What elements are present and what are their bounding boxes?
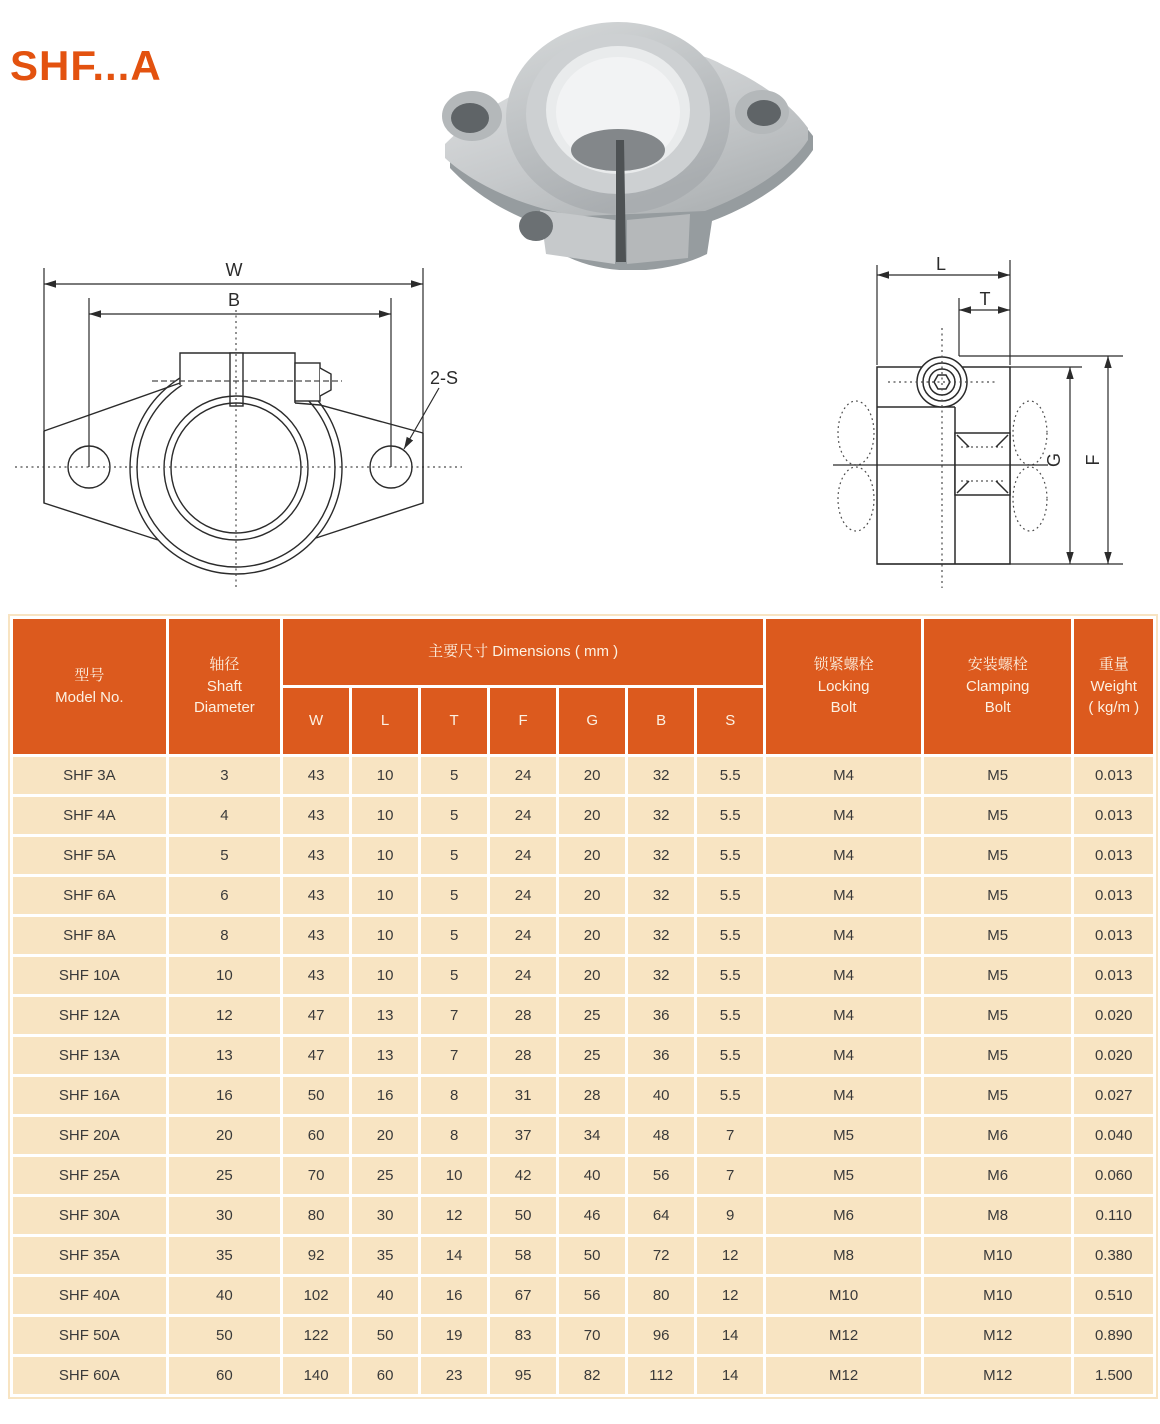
- dim-s-cell: 14: [697, 1357, 763, 1394]
- model-cell: SHF 3A: [13, 757, 166, 794]
- locking-cell: M12: [766, 1357, 921, 1394]
- model-cell: SHF 4A: [13, 797, 166, 834]
- dim-f-cell: 67: [490, 1277, 556, 1314]
- dim-t-cell: 19: [421, 1317, 487, 1354]
- table-row: [13, 1317, 1153, 1354]
- g-label: G: [1044, 452, 1064, 468]
- weight-cell: 0.013: [1074, 917, 1153, 954]
- dim-t-cell: 16: [421, 1277, 487, 1314]
- dim-w-cell: 80: [283, 1197, 349, 1234]
- dim-g-cell: 40: [559, 1157, 625, 1194]
- dim-b-cell: 32: [628, 757, 694, 794]
- header-locking-en2: Bolt: [830, 699, 857, 717]
- header-locking-bolt: [766, 619, 921, 754]
- shaft-cell: 6: [169, 877, 280, 914]
- dim-s-cell: 9: [697, 1197, 763, 1234]
- dim-s-cell: 5.5: [697, 837, 763, 874]
- front-view-drawing: [10, 248, 480, 612]
- dim-w-cell: 140: [283, 1357, 349, 1394]
- locking-cell: M4: [766, 917, 921, 954]
- shaft-cell: 3: [169, 757, 280, 794]
- table-row: [13, 1037, 1153, 1074]
- dim-t-cell: 5: [421, 797, 487, 834]
- weight-cell: 0.013: [1074, 757, 1153, 794]
- dim-b-cell: 48: [628, 1117, 694, 1154]
- dim-s-cell: 5.5: [697, 757, 763, 794]
- header-model-cn: 型号: [74, 666, 105, 684]
- dim-b-cell: 64: [628, 1197, 694, 1234]
- dim-f-cell: 42: [490, 1157, 556, 1194]
- dim-s-cell: 12: [697, 1237, 763, 1274]
- hidden-lobe-right-bottom: [1013, 467, 1047, 531]
- locking-cell: M4: [766, 997, 921, 1034]
- clamping-cell: M5: [924, 757, 1072, 794]
- dim-b-cell: 80: [628, 1277, 694, 1314]
- dim-f-cell: 37: [490, 1117, 556, 1154]
- clamping-cell: M5: [924, 797, 1072, 834]
- shaft-cell: 8: [169, 917, 280, 954]
- weight-cell: 0.040: [1074, 1117, 1153, 1154]
- page-title: SHF...A: [10, 42, 162, 89]
- weight-cell: 1.500: [1074, 1357, 1153, 1394]
- weight-cell: 0.020: [1074, 997, 1153, 1034]
- shaft-cell: 13: [169, 1037, 280, 1074]
- dim-w-cell: 43: [283, 877, 349, 914]
- dim-f-cell: 83: [490, 1317, 556, 1354]
- dim-g-cell: 20: [559, 837, 625, 874]
- photo-clamp-right: [627, 214, 690, 264]
- dim-g-cell: 20: [559, 757, 625, 794]
- dim-t-cell: 5: [421, 877, 487, 914]
- dim-g-cell: 20: [559, 797, 625, 834]
- locking-cell: M12: [766, 1317, 921, 1354]
- weight-cell: 0.027: [1074, 1077, 1153, 1114]
- shaft-cell: 20: [169, 1117, 280, 1154]
- dim-f-cell: 28: [490, 997, 556, 1034]
- dim-g-cell: 28: [559, 1077, 625, 1114]
- table-row: [13, 1197, 1153, 1234]
- dim-t-cell: 8: [421, 1077, 487, 1114]
- dim-l-cell: 13: [352, 1037, 418, 1074]
- table-row: [13, 757, 1153, 794]
- dim-s-cell: 14: [697, 1317, 763, 1354]
- dim-b-cell: 32: [628, 917, 694, 954]
- clamping-cell: M8: [924, 1197, 1072, 1234]
- dim-f-cell: 24: [490, 837, 556, 874]
- dim-g-cell: 50: [559, 1237, 625, 1274]
- shaft-cell: 5: [169, 837, 280, 874]
- t-label: T: [979, 289, 991, 309]
- dim-t-cell: 12: [421, 1197, 487, 1234]
- photo-bolt-head: [519, 211, 553, 241]
- spec-table-wrapper: [8, 614, 1158, 1399]
- table-body: [13, 757, 1153, 1394]
- dim-g-cell: 56: [559, 1277, 625, 1314]
- dim-f-cell: 24: [490, 917, 556, 954]
- clamping-cell: M5: [924, 877, 1072, 914]
- dim-g-cell: 20: [559, 917, 625, 954]
- model-cell: SHF 20A: [13, 1117, 166, 1154]
- header-model-en: Model No.: [55, 688, 124, 706]
- dim-b-cell: 72: [628, 1237, 694, 1274]
- clamping-cell: M10: [924, 1237, 1072, 1274]
- dim-l-cell: 50: [352, 1317, 418, 1354]
- header-clamping-en1: Clamping: [966, 677, 1030, 695]
- dim-w-cell: 43: [283, 917, 349, 954]
- header-weight: [1074, 619, 1153, 754]
- locking-cell: M4: [766, 797, 921, 834]
- model-cell: SHF 40A: [13, 1277, 166, 1314]
- header-model: [13, 619, 166, 754]
- dim-g-cell: 25: [559, 997, 625, 1034]
- dim-g-cell: 34: [559, 1117, 625, 1154]
- header-locking-en1: Locking: [817, 677, 870, 695]
- weight-cell: 0.890: [1074, 1317, 1153, 1354]
- hidden-lobe-left-top: [838, 401, 874, 465]
- dim-w-cell: 92: [283, 1237, 349, 1274]
- header-dim-f: F: [490, 688, 556, 754]
- dim-l-cell: 10: [352, 917, 418, 954]
- header-dim-w: W: [283, 688, 349, 754]
- weight-cell: 0.060: [1074, 1157, 1153, 1194]
- clamping-cell: M10: [924, 1277, 1072, 1314]
- dim-f-cell: 31: [490, 1077, 556, 1114]
- dim-l-cell: 60: [352, 1357, 418, 1394]
- clamping-cell: M5: [924, 997, 1072, 1034]
- model-cell: SHF 25A: [13, 1157, 166, 1194]
- dim-s-cell: 5.5: [697, 917, 763, 954]
- dim-f-cell: 50: [490, 1197, 556, 1234]
- shaft-cell: 60: [169, 1357, 280, 1394]
- dim-l-cell: 10: [352, 877, 418, 914]
- bolt-hex-socket: [934, 375, 950, 389]
- shaft-cell: 40: [169, 1277, 280, 1314]
- dim-f-cell: 24: [490, 957, 556, 994]
- dim-b-cell: 56: [628, 1157, 694, 1194]
- table-row: [13, 1077, 1153, 1114]
- clamping-cell: M5: [924, 917, 1072, 954]
- hidden-lobe-left-bottom: [838, 467, 874, 531]
- dim-b-cell: 32: [628, 837, 694, 874]
- locking-cell: M4: [766, 1077, 921, 1114]
- dim-w-cell: 60: [283, 1117, 349, 1154]
- product-photo: [420, 14, 820, 270]
- dim-w-cell: 43: [283, 837, 349, 874]
- dim-f-cell: 24: [490, 797, 556, 834]
- dim-f-cell: 28: [490, 1037, 556, 1074]
- dim-b-cell: 36: [628, 1037, 694, 1074]
- flange-edge-upper-left: [44, 383, 180, 431]
- dim-b-cell: 112: [628, 1357, 694, 1394]
- side-view-drawing: [828, 248, 1160, 612]
- table-row: [13, 1117, 1153, 1154]
- clamp-bolt-hex: [320, 368, 331, 396]
- weight-cell: 0.013: [1074, 877, 1153, 914]
- dim-b-cell: 96: [628, 1317, 694, 1354]
- photo-left-hole: [451, 103, 489, 133]
- dim-w-cell: 47: [283, 1037, 349, 1074]
- dim-w-cell: 43: [283, 797, 349, 834]
- weight-cell: 0.013: [1074, 837, 1153, 874]
- header-shaft-en2: Diameter: [193, 699, 255, 717]
- dim-t-cell: 10: [421, 1157, 487, 1194]
- dim-b-cell: 40: [628, 1077, 694, 1114]
- weight-cell: 0.020: [1074, 1037, 1153, 1074]
- dim-t-cell: 8: [421, 1117, 487, 1154]
- spec-table: [10, 616, 1156, 1397]
- dim-l-cell: 20: [352, 1117, 418, 1154]
- dim-t-cell: 7: [421, 997, 487, 1034]
- table-row: [13, 837, 1153, 874]
- l-label: L: [935, 254, 947, 274]
- table-row: [13, 1357, 1153, 1394]
- dim-w-cell: 102: [283, 1277, 349, 1314]
- locking-cell: M8: [766, 1237, 921, 1274]
- table-row: [13, 1237, 1153, 1274]
- shaft-cell: 12: [169, 997, 280, 1034]
- shaft-cell: 10: [169, 957, 280, 994]
- dim-t-cell: 7: [421, 1037, 487, 1074]
- header-dim-b: B: [628, 688, 694, 754]
- header-weight-en2: ( kg/m ): [1088, 699, 1140, 717]
- table-row: [13, 877, 1153, 914]
- weight-cell: 0.510: [1074, 1277, 1153, 1314]
- table-row: [13, 797, 1153, 834]
- dim-s-cell: 12: [697, 1277, 763, 1314]
- dim-s-cell: 5.5: [697, 1077, 763, 1114]
- dim-s-cell: 5.5: [697, 957, 763, 994]
- dim-l-cell: 10: [352, 837, 418, 874]
- table-row: [13, 1157, 1153, 1194]
- shaft-cell: 4: [169, 797, 280, 834]
- header-clamping-cn: 安装螺栓: [967, 655, 1028, 673]
- header-dim-g: G: [559, 688, 625, 754]
- shaft-cell: 16: [169, 1077, 280, 1114]
- dim-w-cell: 70: [283, 1157, 349, 1194]
- weight-cell: 0.380: [1074, 1237, 1153, 1274]
- header-shaft-en1: Shaft: [206, 677, 242, 695]
- dim-b-cell: 32: [628, 877, 694, 914]
- weight-cell: 0.013: [1074, 957, 1153, 994]
- model-cell: SHF 30A: [13, 1197, 166, 1234]
- dim-w-cell: 43: [283, 957, 349, 994]
- dim-t-cell: 5: [421, 917, 487, 954]
- dim-l-cell: 16: [352, 1077, 418, 1114]
- weight-cell: 0.110: [1074, 1197, 1153, 1234]
- hidden-lobe-right-top: [1013, 401, 1047, 465]
- dim-g-cell: 46: [559, 1197, 625, 1234]
- clamping-cell: M6: [924, 1157, 1072, 1194]
- clamping-cell: M6: [924, 1117, 1072, 1154]
- clamping-cell: M5: [924, 957, 1072, 994]
- dim-w-cell: 50: [283, 1077, 349, 1114]
- header-dim-t: T: [421, 688, 487, 754]
- model-cell: SHF 5A: [13, 837, 166, 874]
- dim-g-cell: 20: [559, 957, 625, 994]
- clamping-cell: M12: [924, 1317, 1072, 1354]
- header-weight-cn: 重量: [1098, 655, 1129, 673]
- model-cell: SHF 10A: [13, 957, 166, 994]
- b-label: B: [227, 290, 241, 310]
- model-cell: SHF 35A: [13, 1237, 166, 1274]
- dim-w-cell: 43: [283, 757, 349, 794]
- header-clamping-en2: Bolt: [984, 699, 1011, 717]
- hole-label: 2-S: [430, 368, 459, 388]
- table-row: [13, 917, 1153, 954]
- locking-cell: M4: [766, 837, 921, 874]
- model-cell: SHF 8A: [13, 917, 166, 954]
- dim-l-cell: 10: [352, 957, 418, 994]
- header-shaft: [169, 619, 280, 754]
- clamping-cell: M5: [924, 1037, 1072, 1074]
- bore-circle: [164, 396, 308, 540]
- dim-f-cell: 58: [490, 1237, 556, 1274]
- locking-cell: M4: [766, 957, 921, 994]
- locking-cell: M5: [766, 1117, 921, 1154]
- dim-t-cell: 5: [421, 757, 487, 794]
- dim-s-cell: 5.5: [697, 877, 763, 914]
- dim-t-cell: 14: [421, 1237, 487, 1274]
- dim-l-cell: 30: [352, 1197, 418, 1234]
- dim-t-cell: 23: [421, 1357, 487, 1394]
- dim-s-cell: 7: [697, 1157, 763, 1194]
- dim-l-cell: 25: [352, 1157, 418, 1194]
- dim-s-cell: 5.5: [697, 997, 763, 1034]
- header-dimensions-group: 主要尺寸 Dimensions ( mm ): [283, 619, 763, 685]
- flange-edge-right: [316, 433, 423, 538]
- dim-f-cell: 95: [490, 1357, 556, 1394]
- model-cell: SHF 6A: [13, 877, 166, 914]
- shaft-cell: 35: [169, 1237, 280, 1274]
- shaft-cell: 30: [169, 1197, 280, 1234]
- locking-cell: M5: [766, 1157, 921, 1194]
- model-cell: SHF 16A: [13, 1077, 166, 1114]
- header-locking-cn: 锁紧螺栓: [813, 655, 874, 673]
- header-shaft-cn: 轴径: [209, 655, 240, 673]
- dim-b-cell: 32: [628, 957, 694, 994]
- header-weight-en1: Weight: [1090, 677, 1137, 695]
- w-label: W: [225, 260, 243, 280]
- photo-right-hole: [747, 100, 781, 126]
- dim-l-cell: 10: [352, 797, 418, 834]
- hole-leader-line: [404, 388, 439, 449]
- header-clamping-bolt: [924, 619, 1072, 754]
- dim-f-cell: 24: [490, 757, 556, 794]
- dim-b-cell: 36: [628, 997, 694, 1034]
- locking-cell: M4: [766, 877, 921, 914]
- dim-g-cell: 82: [559, 1357, 625, 1394]
- model-cell: SHF 12A: [13, 997, 166, 1034]
- dim-f-cell: 24: [490, 877, 556, 914]
- locking-cell: M10: [766, 1277, 921, 1314]
- dim-l-cell: 35: [352, 1237, 418, 1274]
- dim-s-cell: 5.5: [697, 797, 763, 834]
- clamping-cell: M5: [924, 837, 1072, 874]
- dim-l-cell: 13: [352, 997, 418, 1034]
- dim-g-cell: 25: [559, 1037, 625, 1074]
- locking-cell: M6: [766, 1197, 921, 1234]
- dim-l-cell: 40: [352, 1277, 418, 1314]
- dim-g-cell: 20: [559, 877, 625, 914]
- locking-cell: M4: [766, 1037, 921, 1074]
- model-cell: SHF 60A: [13, 1357, 166, 1394]
- dim-w-cell: 47: [283, 997, 349, 1034]
- dim-l-cell: 10: [352, 757, 418, 794]
- dim-g-cell: 70: [559, 1317, 625, 1354]
- locking-cell: M4: [766, 757, 921, 794]
- dim-t-cell: 5: [421, 837, 487, 874]
- clamp-bolt: [295, 363, 320, 401]
- dim-t-cell: 5: [421, 957, 487, 994]
- dim-s-cell: 7: [697, 1117, 763, 1154]
- shaft-cell: 50: [169, 1317, 280, 1354]
- clamping-cell: M5: [924, 1077, 1072, 1114]
- clamping-cell: M12: [924, 1357, 1072, 1394]
- dim-w-cell: 122: [283, 1317, 349, 1354]
- model-cell: SHF 50A: [13, 1317, 166, 1354]
- dim-b-cell: 32: [628, 797, 694, 834]
- table-row: [13, 957, 1153, 994]
- shaft-cell: 25: [169, 1157, 280, 1194]
- header-dim-s: S: [697, 688, 763, 754]
- flange-edge-left: [44, 431, 158, 540]
- table-row: [13, 1277, 1153, 1314]
- table-row: [13, 997, 1153, 1034]
- model-cell: SHF 13A: [13, 1037, 166, 1074]
- weight-cell: 0.013: [1074, 797, 1153, 834]
- f-label: F: [1083, 454, 1103, 466]
- dim-s-cell: 5.5: [697, 1037, 763, 1074]
- header-dim-l: L: [352, 688, 418, 754]
